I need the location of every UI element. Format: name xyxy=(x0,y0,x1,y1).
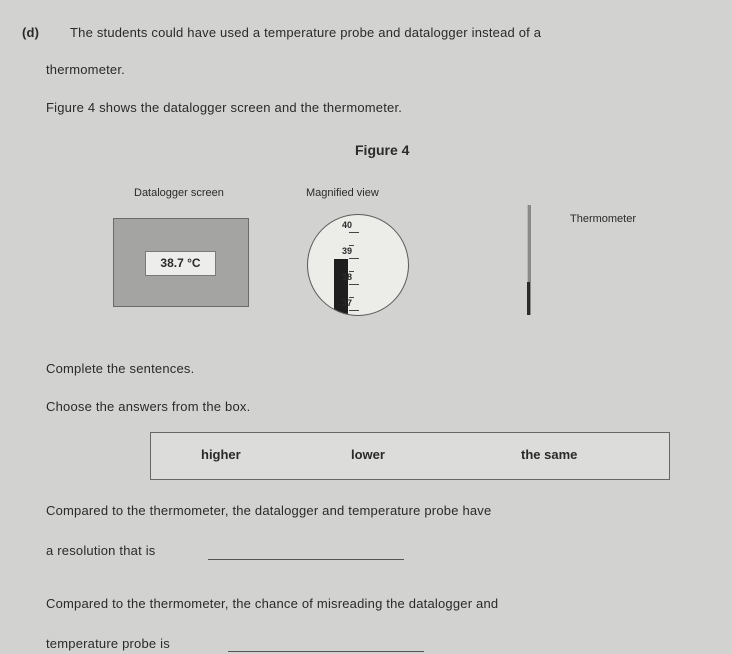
instruction-complete: Complete the sentences. xyxy=(46,361,195,376)
question-intro-line-1: The students could have used a temperature probe and datalogger instead of a xyxy=(70,25,542,40)
datalogger-caption: Datalogger screen xyxy=(134,187,224,199)
option-higher[interactable]: higher xyxy=(201,447,241,462)
sentence-1-line-1: Compared to the thermometer, the datalogger and temperature probe have xyxy=(46,503,492,518)
answer-options-box xyxy=(150,432,670,480)
figure-title: Figure 4 xyxy=(355,142,410,158)
scale-tick-37 xyxy=(349,310,359,311)
datalogger-reading: 38.7 °C xyxy=(145,251,216,276)
datalogger-screen xyxy=(113,218,249,307)
answer-blank-2[interactable] xyxy=(228,651,424,652)
sentence-1-line-2: a resolution that is xyxy=(46,543,156,558)
instruction-choose: Choose the answers from the box. xyxy=(46,399,251,414)
thermometer-caption: Thermometer xyxy=(570,213,637,225)
scale-label-39: 39 xyxy=(342,246,353,256)
thermometer-liquid xyxy=(527,282,530,315)
scale-tick-39 xyxy=(349,258,359,259)
sentence-2-line-2: temperature probe is xyxy=(46,636,170,651)
magnified-view xyxy=(307,214,409,316)
scale-label-38: 38 xyxy=(342,272,353,282)
scale-label-37: 37 xyxy=(342,298,353,308)
question-intro-line-2: thermometer. xyxy=(46,62,125,77)
scale-label-40: 40 xyxy=(342,220,353,230)
option-the-same[interactable]: the same xyxy=(521,447,578,462)
sentence-2-line-1: Compared to the thermometer, the chance of misreading the datalogger and xyxy=(46,596,499,611)
scale-tick-38 xyxy=(349,284,359,285)
magnified-view-caption: Magnified view xyxy=(306,187,379,199)
scale-tick-40 xyxy=(349,232,359,233)
question-number: (d) xyxy=(22,25,40,40)
answer-blank-1[interactable] xyxy=(208,559,404,560)
option-lower[interactable]: lower xyxy=(351,447,385,462)
figure-intro-text: Figure 4 shows the datalogger screen and the thermometer. xyxy=(46,100,403,115)
